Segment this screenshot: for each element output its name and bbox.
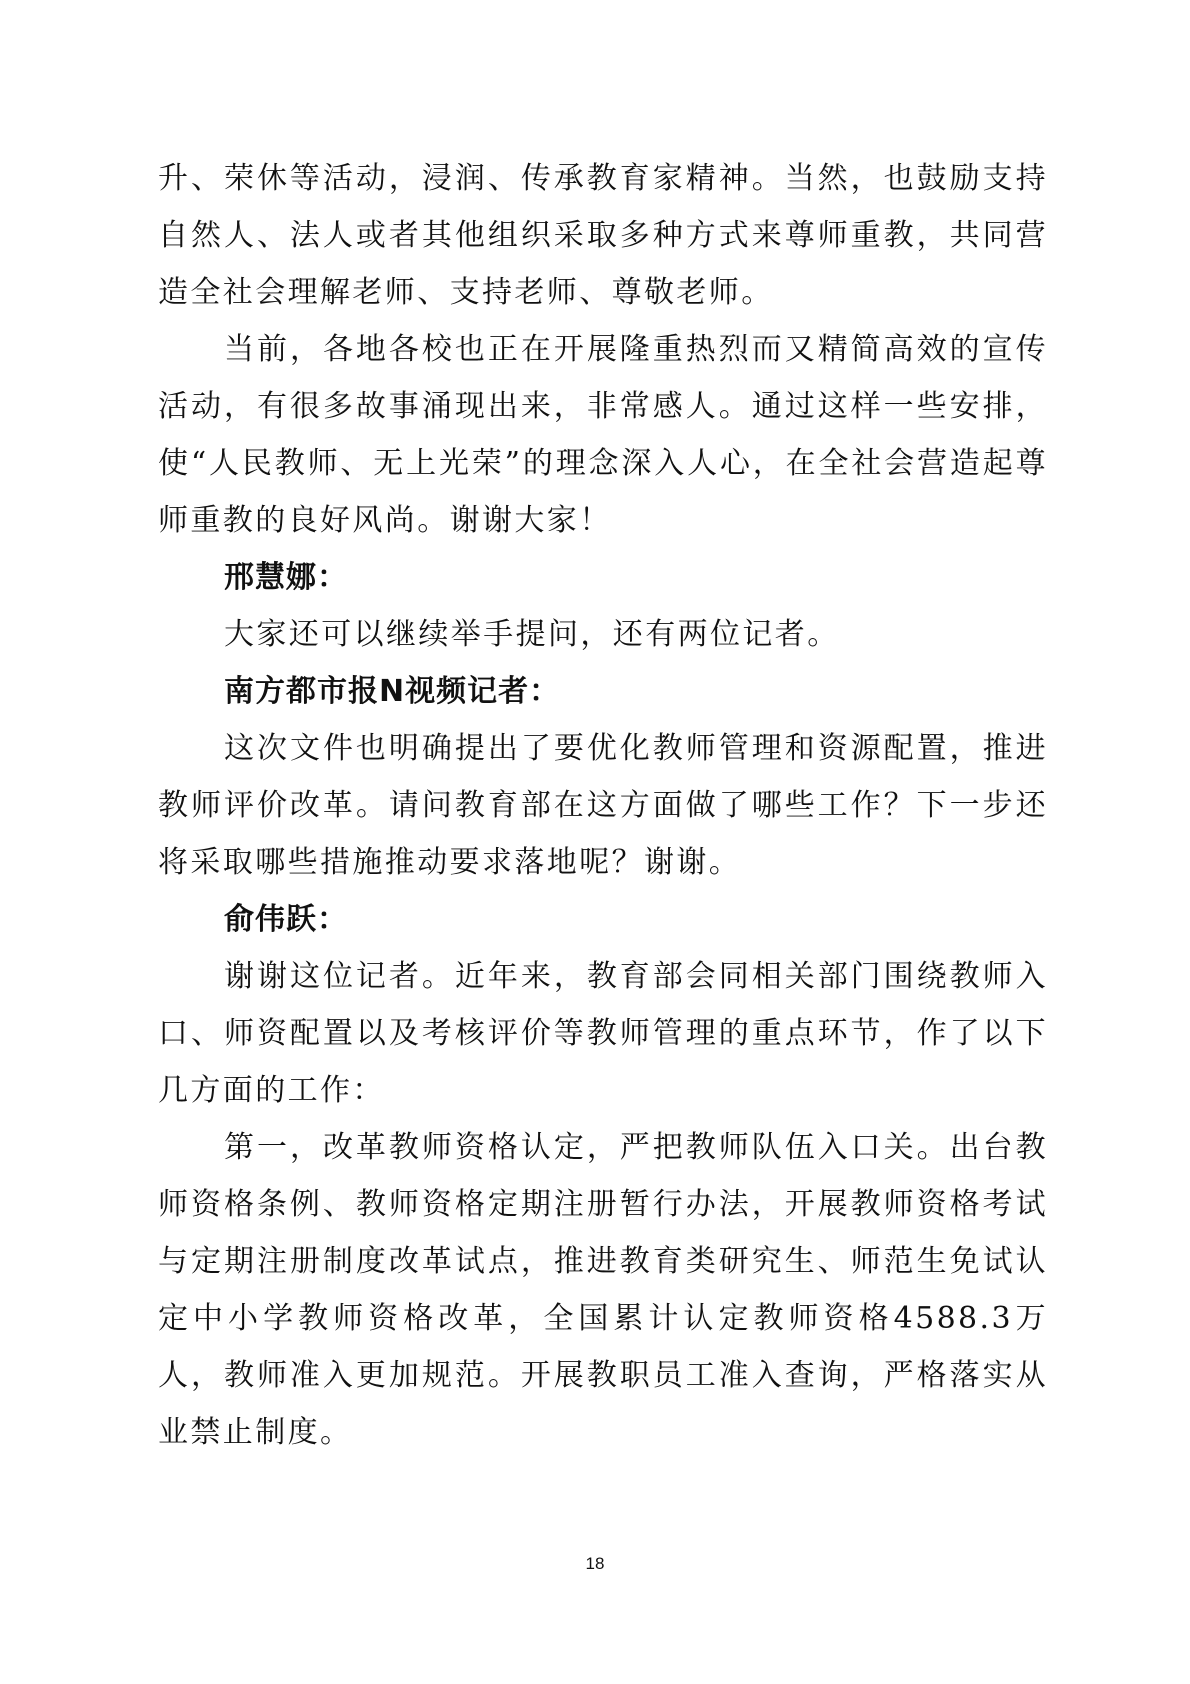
paragraph: 升、荣休等活动，浸润、传承教育家精神。当然，也鼓励支持自然人、法人或者其他组织采取多种方式来尊师重教，共同营造全社会理解老师、支持老师、尊敬老师。 [158, 161, 1048, 310]
document-body [158, 150, 1048, 1461]
paragraph: 当前，各地各校也正在开展隆重热烈而又精简高效的宣传活动，有很多故事涌现出来，非常感人。通过这样一些安排，使“人民教师、无上光荣”的理念深入人心，在全社会营造起尊师重教的良好风尚。谢谢大家！ [158, 332, 1048, 538]
page-number: 18 [585, 1554, 605, 1573]
speaker-name: 南方都市报N视频记者： [224, 674, 561, 709]
speaker-name: 俞伟跃： [224, 902, 348, 937]
speaker-name: 邢慧娜： [224, 560, 348, 595]
paragraph: 大家还可以继续举手提问，还有两位记者。 [224, 617, 840, 652]
paragraph: 谢谢这位记者。近年来，教育部会同相关部门围绕教师入口、师资配置以及考核评价等教师管理的重点环节，作了以下几方面的工作： [158, 959, 1048, 1108]
paragraph: 这次文件也明确提出了要优化教师管理和资源配置，推进教师评价改革。请问教育部在这方面做了哪些工作？下一步还将采取哪些措施推动要求落地呢？谢谢。 [158, 731, 1048, 880]
paragraph: 第一，改革教师资格认定，严把教师队伍入口关。出台教师资格条例、教师资格定期注册暂行办法，开展教师资格考试与定期注册制度改革试点，推进教育类研究生、师范生免试认定中小学教师资格改革，全国累计认定教师资格4588.3万人，教师准入更加规范。开展教职员工准入查询，严格落实从业禁止制度。 [158, 1130, 1048, 1450]
